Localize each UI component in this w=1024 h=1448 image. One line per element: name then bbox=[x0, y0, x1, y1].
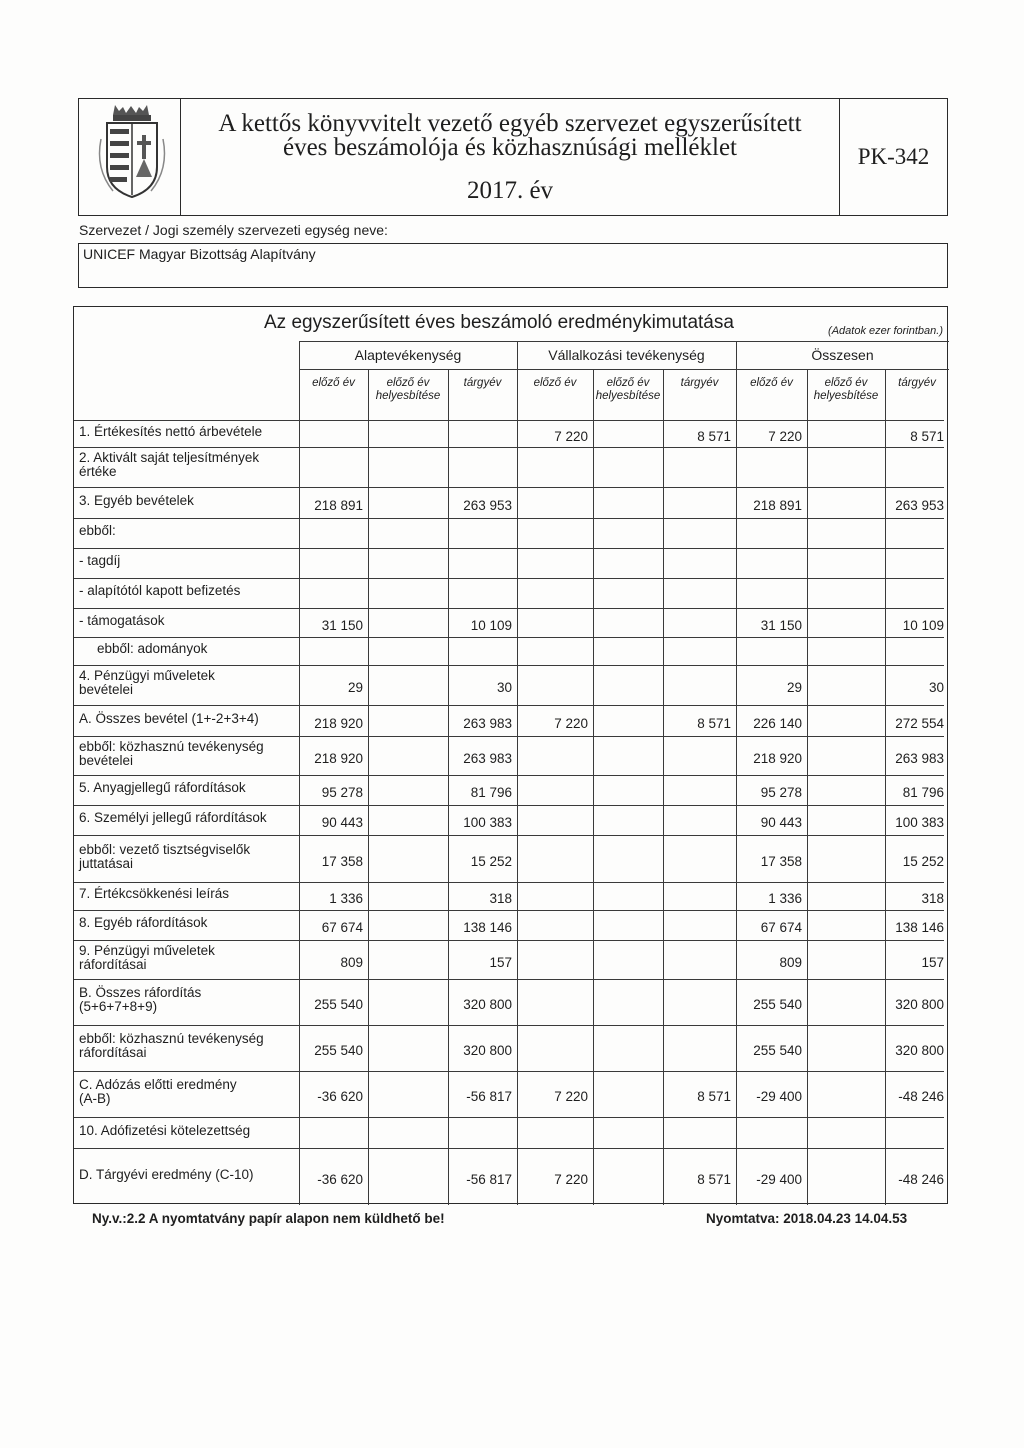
table-cell-value: 10 109 bbox=[470, 617, 512, 633]
grid-line bbox=[299, 420, 300, 1205]
table-cell-value: 263 953 bbox=[463, 497, 512, 513]
table-cell-value: -36 620 bbox=[317, 1089, 363, 1104]
row-label: ebből: adományok bbox=[97, 641, 208, 656]
table-cell-value: 7 220 bbox=[554, 1089, 588, 1104]
table-cell-value: 8 571 bbox=[910, 428, 944, 444]
column-group-core: Alaptevékenység bbox=[354, 347, 462, 363]
row-label: 10. Adófizetési kötelezettség bbox=[79, 1122, 251, 1138]
grid-line bbox=[74, 1148, 944, 1149]
table-cell-value: -29 400 bbox=[756, 1171, 802, 1187]
table-cell-value: 100 383 bbox=[895, 815, 944, 830]
grid-line bbox=[74, 736, 944, 737]
form-year: 2017. év bbox=[466, 177, 554, 204]
table-cell-value: -29 400 bbox=[756, 1089, 802, 1104]
table-cell-value: 17 358 bbox=[760, 853, 802, 869]
table-cell-value: 255 540 bbox=[753, 1043, 802, 1058]
grid-line bbox=[74, 1071, 944, 1072]
grid-line bbox=[663, 420, 664, 1205]
subheader-prior-year: előző év bbox=[750, 377, 793, 389]
row-label: ebből: vezető tisztségviselők juttatásai bbox=[79, 841, 251, 871]
organization-label: Szervezet / Jogi személy szervezeti egység neve: bbox=[79, 222, 388, 238]
table-cell-value: 263 953 bbox=[895, 497, 944, 513]
grid-line bbox=[299, 369, 949, 370]
grid-line bbox=[736, 420, 737, 1205]
column-group-business: Vállalkozási tevékenység bbox=[548, 347, 705, 363]
grid-line bbox=[74, 487, 944, 488]
subheader-current-year: tárgyév bbox=[898, 377, 936, 389]
grid-line bbox=[74, 447, 944, 448]
table-cell-value: 29 bbox=[786, 680, 802, 695]
row-label: 9. Pénzügyi műveletek ráfordításai bbox=[79, 942, 215, 972]
table-cell-value: 31 150 bbox=[760, 617, 802, 633]
form-header bbox=[78, 98, 948, 216]
grid-line bbox=[74, 940, 944, 941]
grid-line bbox=[74, 637, 944, 638]
row-label: 7. Értékcsökkenési leírás bbox=[79, 886, 230, 901]
table-cell-value: 318 bbox=[489, 891, 512, 906]
grid-line bbox=[299, 341, 949, 342]
grid-line bbox=[517, 420, 518, 1205]
grid-line bbox=[74, 548, 944, 549]
row-label: 3. Egyéb bevételek bbox=[79, 492, 194, 508]
row-label: - támogatások bbox=[79, 612, 165, 628]
grid-line bbox=[74, 775, 944, 776]
table-cell-value: 67 674 bbox=[321, 920, 363, 935]
table-cell-value: 67 674 bbox=[760, 920, 802, 935]
grid-line bbox=[74, 608, 944, 609]
grid-line bbox=[74, 979, 944, 980]
subheader-prior-year-correction: előző év helyesbítése bbox=[595, 377, 661, 402]
table-cell-value: 255 540 bbox=[753, 997, 802, 1012]
table-cell-value: 218 891 bbox=[753, 497, 802, 513]
subheader-current-year: tárgyév bbox=[463, 377, 502, 389]
table-unit-note: (Adatok ezer forintban.) bbox=[828, 325, 943, 337]
grid-line bbox=[74, 705, 944, 706]
table-cell-value: 31 150 bbox=[321, 617, 363, 633]
table-cell-value: 7 220 bbox=[768, 428, 802, 444]
table-cell-value: 8 571 bbox=[697, 1171, 731, 1187]
table-cell-value: 7 220 bbox=[554, 428, 588, 444]
grid-line bbox=[74, 805, 944, 806]
row-label: - tagdíj bbox=[79, 553, 121, 568]
table-cell-value: 320 800 bbox=[895, 997, 944, 1012]
table-cell-value: 17 358 bbox=[321, 853, 363, 869]
form-title-line1: A kettős könyvvitelt vezető egyéb szervezet egyszerűsített bbox=[218, 110, 802, 137]
table-cell-value: 1 336 bbox=[768, 891, 802, 906]
table-cell-value: 255 540 bbox=[314, 1043, 363, 1058]
grid-line bbox=[885, 420, 886, 1205]
table-cell-value: 226 140 bbox=[753, 715, 802, 731]
grid-line bbox=[807, 420, 808, 1205]
table-cell-value: 809 bbox=[779, 954, 802, 970]
row-label: 5. Anyagjellegű ráfordítások bbox=[79, 780, 246, 795]
row-label: 8. Egyéb ráfordítások bbox=[79, 915, 208, 930]
grid-line bbox=[74, 420, 944, 421]
subheader-prior-year-correction: előző év helyesbítése bbox=[813, 377, 879, 402]
row-label: ebből: bbox=[79, 523, 116, 538]
grid-line bbox=[74, 1117, 944, 1118]
grid-line bbox=[74, 518, 944, 519]
table-cell-value: 15 252 bbox=[902, 853, 944, 869]
table-cell-value: 29 bbox=[347, 680, 363, 695]
table-cell-value: 81 796 bbox=[470, 785, 512, 800]
table-cell-value: 90 443 bbox=[321, 815, 363, 830]
grid-line bbox=[448, 420, 449, 1205]
row-label: 6. Személyi jellegű ráfordítások bbox=[79, 810, 267, 825]
table-cell-value: 218 920 bbox=[314, 715, 363, 731]
table-cell-value: 7 220 bbox=[554, 1171, 588, 1187]
table-cell-value: 138 146 bbox=[895, 920, 944, 935]
table-cell-value: 30 bbox=[928, 680, 944, 695]
row-label: B. Összes ráfordítás (5+6+7+8+9) bbox=[79, 985, 202, 1014]
grid-line bbox=[74, 882, 944, 883]
table-cell-value: 95 278 bbox=[760, 785, 802, 800]
table-title: Az egyszerűsített éves beszámoló eredménykimutatása bbox=[264, 312, 734, 333]
income-statement-table bbox=[73, 306, 948, 1204]
table-cell-value: 272 554 bbox=[895, 715, 944, 731]
table-cell-value: 10 109 bbox=[902, 617, 944, 633]
row-label: - alapítótól kapott befizetés bbox=[79, 583, 241, 598]
row-label: A. Összes bevétel (1+-2+3+4) bbox=[79, 710, 259, 726]
table-cell-value: 255 540 bbox=[314, 997, 363, 1012]
table-cell-value: -48 246 bbox=[898, 1171, 944, 1187]
row-label: 1. Értékesítés nettó árbevétele bbox=[79, 423, 263, 439]
table-cell-value: 30 bbox=[496, 680, 512, 695]
row-label: ebből: közhasznú tevékenység ráfordításai bbox=[79, 1031, 264, 1060]
form-title-line2: éves beszámolója és közhasznúsági melléklet bbox=[282, 134, 737, 161]
print-timestamp: Nyomtatva: 2018.04.23 14.04.53 bbox=[706, 1211, 908, 1226]
table-cell-value: 81 796 bbox=[902, 785, 944, 800]
grid-line bbox=[593, 420, 594, 1205]
table-cell-value: 95 278 bbox=[321, 785, 363, 800]
table-cell-value: 320 800 bbox=[463, 997, 512, 1012]
table-cell-value: -48 246 bbox=[898, 1089, 944, 1104]
column-group-total: Összesen bbox=[811, 347, 874, 363]
table-cell-value: 8 571 bbox=[697, 715, 731, 731]
subheader-current-year: tárgyév bbox=[680, 377, 719, 389]
form-code: PK-342 bbox=[839, 99, 947, 215]
table-cell-value: 157 bbox=[921, 954, 944, 970]
table-cell-value: 138 146 bbox=[463, 920, 512, 935]
table-cell-value: 7 220 bbox=[554, 715, 588, 731]
grid-line bbox=[74, 1025, 944, 1026]
grid-line bbox=[74, 910, 944, 911]
hungarian-coat-of-arms-icon bbox=[79, 99, 181, 215]
table-cell-value: 8 571 bbox=[697, 1089, 731, 1104]
subheader-prior-year-correction: előző év helyesbítése bbox=[375, 377, 441, 402]
table-cell-value: -56 817 bbox=[466, 1089, 512, 1104]
grid-line bbox=[74, 835, 944, 836]
table-cell-value: 218 920 bbox=[753, 750, 802, 766]
table-cell-value: 15 252 bbox=[470, 853, 512, 869]
table-cell-value: 263 983 bbox=[895, 750, 944, 766]
table-cell-value: 318 bbox=[921, 891, 944, 906]
table-cell-value: 100 383 bbox=[463, 815, 512, 830]
row-label: ebből: közhasznú tevékenység bevételei bbox=[79, 738, 264, 768]
row-label: D. Tárgyévi eredmény (C-10) bbox=[79, 1166, 254, 1182]
table-cell-value: 8 571 bbox=[697, 428, 731, 444]
table-cell-value: -36 620 bbox=[317, 1171, 363, 1187]
organization-name: UNICEF Magyar Bizottság Alapítvány bbox=[83, 246, 316, 262]
footer-note: Ny.v.:2.2 A nyomtatvány papír alapon nem küldhető be! bbox=[92, 1211, 445, 1226]
table-cell-value: 157 bbox=[489, 954, 512, 970]
row-label: 4. Pénzügyi műveletek bevételei bbox=[79, 668, 215, 697]
subheader-prior-year: előző év bbox=[533, 377, 577, 389]
table-cell-value: 809 bbox=[340, 954, 363, 970]
subheader-prior-year: előző év bbox=[312, 377, 355, 389]
table-cell-value: 263 983 bbox=[463, 715, 512, 731]
table-cell-value: 320 800 bbox=[895, 1043, 944, 1058]
row-label: C. Adózás előtti eredmény (A-B) bbox=[79, 1077, 237, 1106]
table-cell-value: 1 336 bbox=[329, 891, 363, 906]
grid-line bbox=[368, 420, 369, 1205]
organization-name-field bbox=[78, 243, 948, 288]
table-cell-value: 218 920 bbox=[314, 750, 363, 766]
grid-line bbox=[74, 578, 944, 579]
table-cell-value: 90 443 bbox=[760, 815, 802, 830]
grid-line bbox=[74, 665, 944, 666]
table-cell-value: 218 891 bbox=[314, 497, 363, 513]
table-cell-value: 320 800 bbox=[463, 1043, 512, 1058]
row-label: 2. Aktivált saját teljesítmények értéke bbox=[79, 450, 260, 479]
emblem-cell bbox=[79, 99, 181, 215]
table-cell-value: 263 983 bbox=[463, 750, 512, 766]
table-cell-value: -56 817 bbox=[466, 1171, 512, 1187]
